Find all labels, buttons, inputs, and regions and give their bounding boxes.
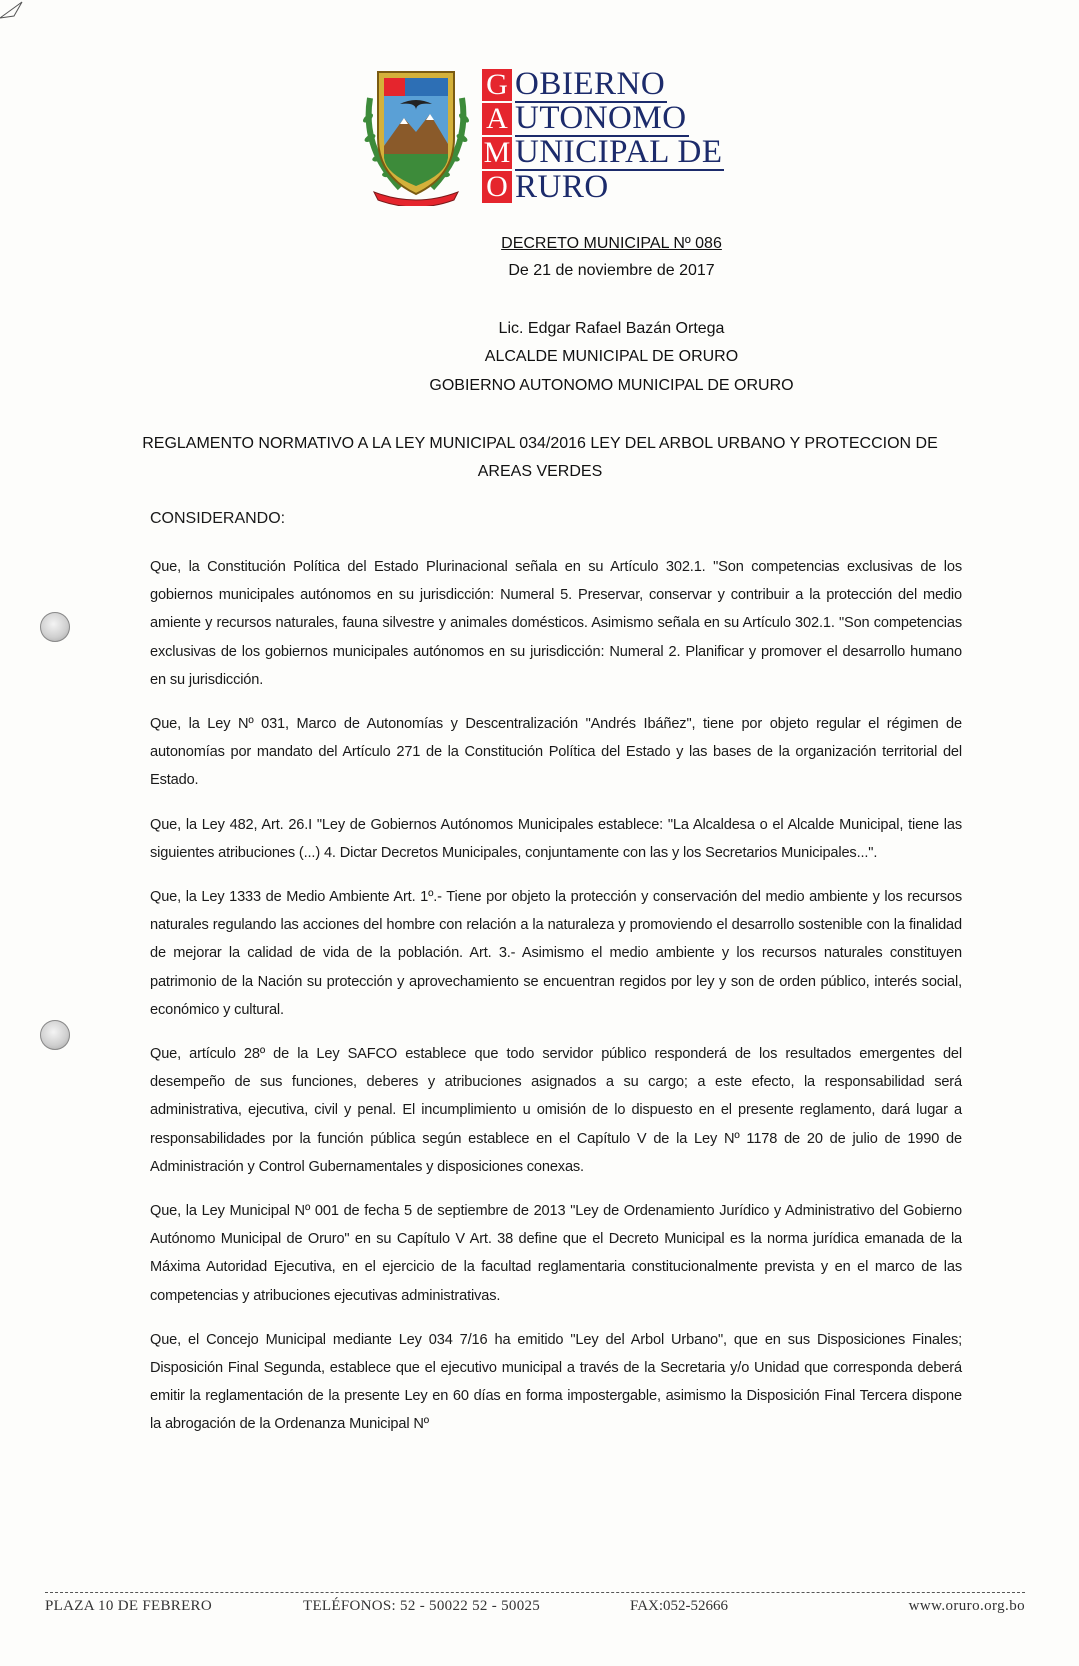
footer-divider	[45, 1592, 1025, 1593]
paragraph: Que, la Ley Municipal Nº 001 de fecha 5 de septiembre de 2013 "Ley de Ordenamiento Jurídico y Administrativo del Gobierno Autónomo Municipal de Oruro" en su Capítulo V Art. 38 define que el Decreto Municipal es la norma jurídica emanada de la Máxima Autoridad Ejecutiva, en el ejercicio de la facultad reglamentaria constitucionalmente prevista y en el marco de las competencias y atribuciones ejecutivas administrativas.	[150, 1203, 962, 1304]
footer	[45, 1598, 1025, 1620]
official-title: ALCALDE MUNICIPAL DE ORURO	[484, 348, 739, 365]
paragraph: Que, la Ley 1333 de Medio Ambiente Art. 1º.- Tiene por objeto la protección y conservación del medio ambiente y los recursos naturales regulando las acciones del hombre con relación a la naturaleza y promoviendo el desarrollo sostenible con la finalidad de mejorar la calidad de vida de la población. Art. 3.- Asimismo el medio ambiente y los recursos naturales constituyen patrimonio de la Nación su protección y aprovechamiento se encuentran regidos por ley y son de orden público, interés social, económico y cultural.	[150, 889, 962, 1018]
logo-initial: M	[483, 136, 511, 169]
logo-initial: G	[482, 69, 512, 101]
considerando-heading: CONSIDERANDO:	[150, 510, 286, 527]
official-entity: GOBIERNO AUTONOMO MUNICIPAL DE ORURO	[429, 377, 794, 394]
logo-initial: A	[482, 103, 512, 135]
logo-word: OBIERNO	[515, 66, 666, 102]
footer-phones: TELÉFONOS: 52 - 50022 52 - 50025	[303, 1598, 541, 1614]
paragraph: Que, la Ley 482, Art. 26.I "Ley de Gobiernos Autónomos Municipales establece: "La Alcaldesa o el Alcalde Municipal, tiene las siguientes atribuciones (...) 4. Dictar Decretos Municipales, conjuntamente con las y los Secretarios Municipales...".	[150, 816, 962, 861]
logo-word: RURO	[515, 169, 609, 205]
footer-website: www.oruro.org.bo	[908, 1598, 1025, 1614]
letterhead	[360, 58, 760, 208]
decree-number: DECRETO MUNICIPAL Nº 086	[501, 235, 722, 252]
punch-hole-top	[40, 612, 70, 642]
footer-fax: FAX:052-52666	[630, 1598, 729, 1614]
logo-word: UNICIPAL DE	[515, 134, 723, 170]
document-body	[150, 553, 962, 1455]
decree-date: De 21 de noviembre de 2017	[508, 262, 715, 279]
paragraph: Que, el Concejo Municipal mediante Ley 034 7/16 ha emitido "Ley del Arbol Urbano", que en sus Disposiciones Finales; Disposición Final Segunda, establece que el ejecutivo municipal a través de la Secretaria y/o Unidad que corresponda deberá emitir la reglamentación de la presente Ley en 60 días en forma impostergable, asimismo la Disposición Final Tercera dispone la abrogación de la Ordenanza Municipal Nº	[150, 1331, 962, 1433]
municipal-crest-icon	[360, 58, 472, 206]
logo-initial: O	[482, 171, 512, 203]
logo-row	[482, 68, 724, 102]
logo-row	[482, 136, 724, 170]
logo-row	[482, 170, 724, 204]
official-name: Lic. Edgar Rafael Bazán Ortega	[498, 320, 725, 337]
regulation-title: REGLAMENTO NORMATIVO A LA LEY MUNICIPAL 034/2016 LEY DEL ARBOL URBANO Y PROTECCION DE AREAS VERDES	[142, 435, 938, 480]
scan-corner-mark	[0, 0, 30, 20]
logo-wordmark	[482, 68, 724, 204]
logo-row	[482, 102, 724, 136]
footer-address: PLAZA 10 DE FEBRERO	[45, 1598, 212, 1614]
logo-word: UTONOMO	[515, 100, 687, 136]
paragraph: Que, la Constitución Política del Estado Plurinacional señala en su Artículo 302.1. "Son competencias exclusivas de los gobiernos municipales autónomos en su jurisdicción: Numeral 5. Preservar, conservar y contribuir a la protección del medio amiente y recursos naturales, fauna silvestre y animales domésticos. Asimismo señala en su Artículo 302.1. "Son competencias exclusivas de los gobiernos municipales autónomos en su jurisdicción: Numeral 2. Planificar y promover el desarrollo humano en su jurisdicción.	[150, 559, 962, 688]
paragraph: Que, artículo 28º de la Ley SAFCO establece que todo servidor público responderá de los resultados emergentes del desempeño de sus funciones, deberes y atribuciones asignados a su cargo; a este efecto, la responsabilidad será administrativa, ejecutiva, civil y penal. El incumplimiento u omisión de lo dispuesto en el presente reglamento, dará lugar a responsabilidades por la función pública según establece en el Capítulo V de la Ley Nº 1178 de 20 de julio de 1990 de Administración y Control Gubernamentales y disposiciones conexas.	[150, 1046, 962, 1175]
paragraph: Que, la Ley Nº 031, Marco de Autonomías y Descentralización "Andrés Ibáñez", tiene por objeto regular el régimen de autonomías por mandato del Artículo 271 de la Constitución Política del Estado y las bases de la organización territorial del Estado.	[150, 716, 962, 789]
punch-hole-bottom	[40, 1020, 70, 1050]
